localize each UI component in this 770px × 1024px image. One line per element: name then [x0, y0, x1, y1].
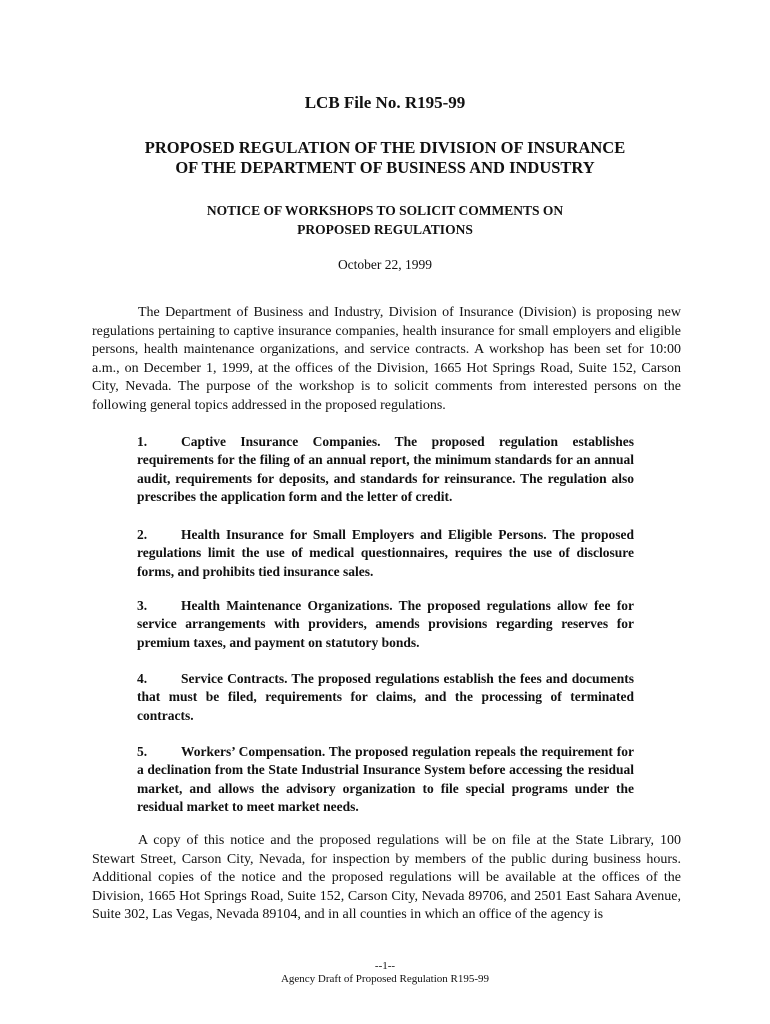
notice-date: October 22, 1999 — [337, 257, 433, 272]
topic-number: 1. — [137, 434, 148, 449]
topic-text: Workers’ Compensation. The proposed regulation repeals the requirement for a declination from the State Industrial Insurance System before accessing the residual market, and allows the advisory organization to file special programs under the residual market to meet market needs. — [137, 744, 634, 815]
topic-item-captive-insurance — [137, 433, 634, 507]
topic-item-hmo — [137, 597, 634, 652]
topic-text: Health Maintenance Organizations. The proposed regulations allow fee for service arrangements with providers, amends provisions regarding reserves for premium taxes, and payment on statutory bonds. — [137, 598, 634, 650]
topic-text: Health Insurance for Small Employers and Eligible Persons. The proposed regulations limit the use of medical questionnaires, requires the use of disclosure forms, and prohibits tied insurance sales. — [137, 527, 634, 579]
title-line-1: PROPOSED REGULATION OF THE DIVISION OF INSURANCE — [144, 138, 626, 157]
intro-paragraph — [92, 304, 681, 416]
intro-text: The Department of Business and Industry, Division of Insurance (Division) is proposing new regulations pertaining to captive insurance companies, health insurance for small employers and eligible persons, health maintenance organizations, and service contracts. A workshop has been set for 10:00 a.m., on December 1, 1999, at the offices of the Division, 1665 Hot Springs Road, Suite 152, Carson City, Nevada. The purpose of the workshop is to solicit comments from interested persons on the following general topics addressed in the proposed regulations. — [92, 305, 681, 413]
topic-text: Captive Insurance Companies. The proposed regulation establishes requirements for the filing of an annual report, the minimum standards for an annual audit, requirements for deposits, and standards for reinsurance. The regulation also prescribes the application form and the letter of credit. — [137, 434, 634, 505]
topic-item-service-contracts — [137, 670, 634, 725]
closing-paragraph — [92, 832, 681, 925]
notice-line-2: PROPOSED REGULATIONS — [297, 222, 473, 237]
topic-item-health-insurance — [137, 526, 634, 581]
notice-line-1: NOTICE OF WORKSHOPS TO SOLICIT COMMENTS ON — [206, 203, 564, 218]
file-number: LCB File No. R195-99 — [304, 93, 466, 112]
title-line-2: OF THE DEPARTMENT OF BUSINESS AND INDUSTRY — [175, 158, 595, 177]
page-number: --1-- — [374, 960, 396, 972]
footer-draft-label: Agency Draft of Proposed Regulation R195-99 — [280, 973, 490, 985]
topic-number: 4. — [137, 671, 148, 686]
topic-number: 3. — [137, 598, 148, 613]
closing-text: A copy of this notice and the proposed regulations will be on file at the State Library, 100 Stewart Street, Carson City, Nevada, for inspection by members of the public during business hours. Additional copies of the notice and the proposed regulations will be available at the offices of the Division, 1665 Hot Springs Road, Suite 152, Carson City, Nevada 89706, and 2501 East Sahara Avenue, Suite 302, Las Vegas, Nevada 89104, and in all counties in which an office of the agency is — [92, 833, 681, 923]
topic-item-workers-compensation — [137, 743, 634, 817]
topic-number: 2. — [137, 527, 148, 542]
topic-number: 5. — [137, 744, 148, 759]
topic-text: Service Contracts. The proposed regulations establish the fees and documents that must be filed, requirements for claims, and the processing of terminated contracts. — [137, 671, 634, 723]
notice-heading — [0, 201, 770, 239]
document-title — [0, 138, 770, 178]
